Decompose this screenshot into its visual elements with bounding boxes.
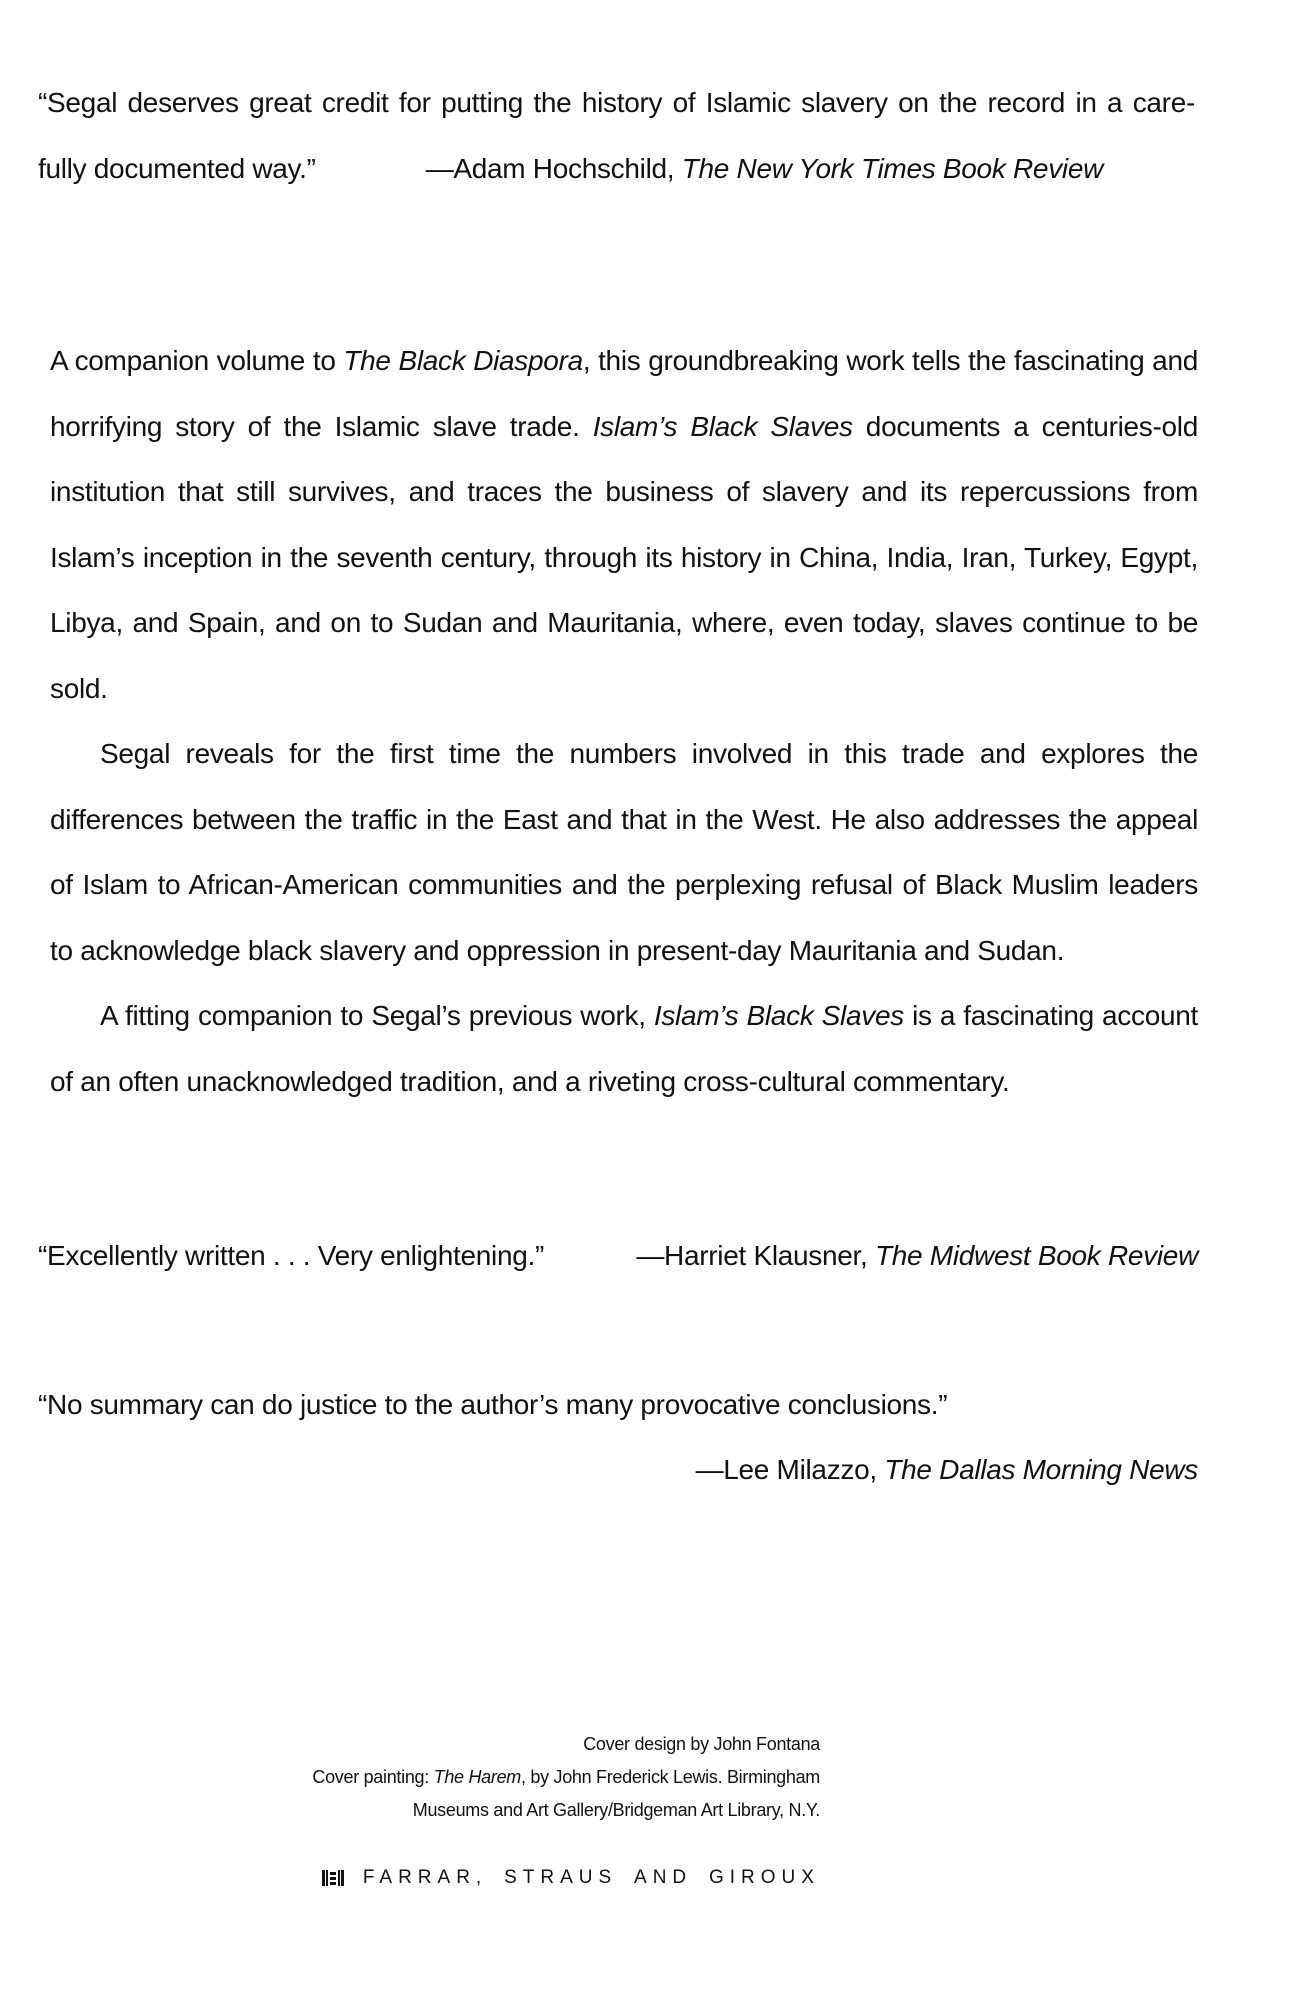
publisher-word: GIROUX: [709, 1867, 820, 1888]
publisher-word: FARRAR,: [362, 1867, 488, 1888]
publisher-word: STRAUS: [504, 1867, 618, 1888]
cover-design-credit: Cover design by John Fontana: [583, 1734, 820, 1754]
review-quote-text: “Excellently written . . . Very enlightening.”: [38, 1240, 544, 1271]
review-publication: The New York Times Book Review: [681, 153, 1104, 184]
text-run: Cover painting:: [312, 1767, 434, 1787]
text-run: , this groundbreaking work tells the fascinating and horrifying story of the Islamic slave trade.: [50, 345, 1198, 442]
book-title: Islam’s Black Slaves: [592, 410, 853, 442]
text-run: documents a centuries-old institution that still survives, and traces the business of slavery and its repercussions from Islam’s inception in the seventh century, through its history in China, India, Iran, Turkey, Egypt, Libya, and Spain, and on to Sudan and Mauritania, where, even today, slaves continue to be sold.: [50, 410, 1198, 704]
publisher-word: AND: [634, 1867, 693, 1888]
review-author: —Lee Milazzo,: [695, 1454, 885, 1485]
description-paragraph-3: [50, 983, 1198, 1114]
review-quote-line2: [38, 136, 1198, 202]
description: [50, 328, 1198, 1114]
cover-credits: [220, 1728, 820, 1827]
painting-title: The Harem: [433, 1767, 521, 1787]
description-paragraph-2: Segal reveals for the first time the numbers involved in this trade and explores the differences between the traffic in the East and that in the West. He also addresses the appeal of Islam to African-American communities and the perplexing refusal of Black Muslim leaders to acknowledge black slavery and oppression in present-day Mauritania and Sudan.: [50, 738, 1198, 966]
text-run: A fitting companion to Segal’s previous work,: [100, 1000, 654, 1031]
text-run: is a fascinating account of an often unacknowledged tradition, and a riveting cross-cultural commentary.: [50, 1000, 1198, 1097]
review-publication: The Dallas Morning News: [884, 1454, 1198, 1485]
review-author: —Adam Hochschild,: [425, 153, 682, 184]
book-title: The Black Diaspora: [343, 345, 583, 376]
cover-painting-credit-line2: Museums and Art Gallery/Bridgeman Art Library, N.Y.: [412, 1800, 820, 1820]
publisher-imprint: [320, 1867, 820, 1889]
review-klausner: [38, 1240, 1198, 1272]
cover-painting-credit: [220, 1761, 820, 1794]
book-title: Islam’s Black Slaves: [653, 1000, 904, 1031]
review-publication: The Midwest Book Review: [874, 1240, 1198, 1271]
review-quote-line1: “Segal deserves great credit for putting the history of Islamic slavery on the record in a care-: [38, 87, 1195, 118]
review-source: [38, 1437, 1198, 1502]
description-paragraph-1: [50, 328, 1198, 721]
review-milazzo: [38, 1372, 1198, 1502]
review-source: [426, 153, 1103, 184]
text-run: A companion volume to: [50, 345, 344, 376]
text-run: , by John Frederick Lewis. Birmingham: [520, 1767, 820, 1787]
review-quote-text: fully documented way.”: [38, 153, 316, 184]
review-author: —Harriet Klausner,: [636, 1240, 875, 1271]
fsg-colophon-icon: [320, 1869, 346, 1887]
review-quote-text: “No summary can do justice to the author’s many provocative conclusions.”: [38, 1389, 948, 1420]
review-source: [636, 1240, 1198, 1272]
review-hochschild: [38, 70, 1198, 202]
